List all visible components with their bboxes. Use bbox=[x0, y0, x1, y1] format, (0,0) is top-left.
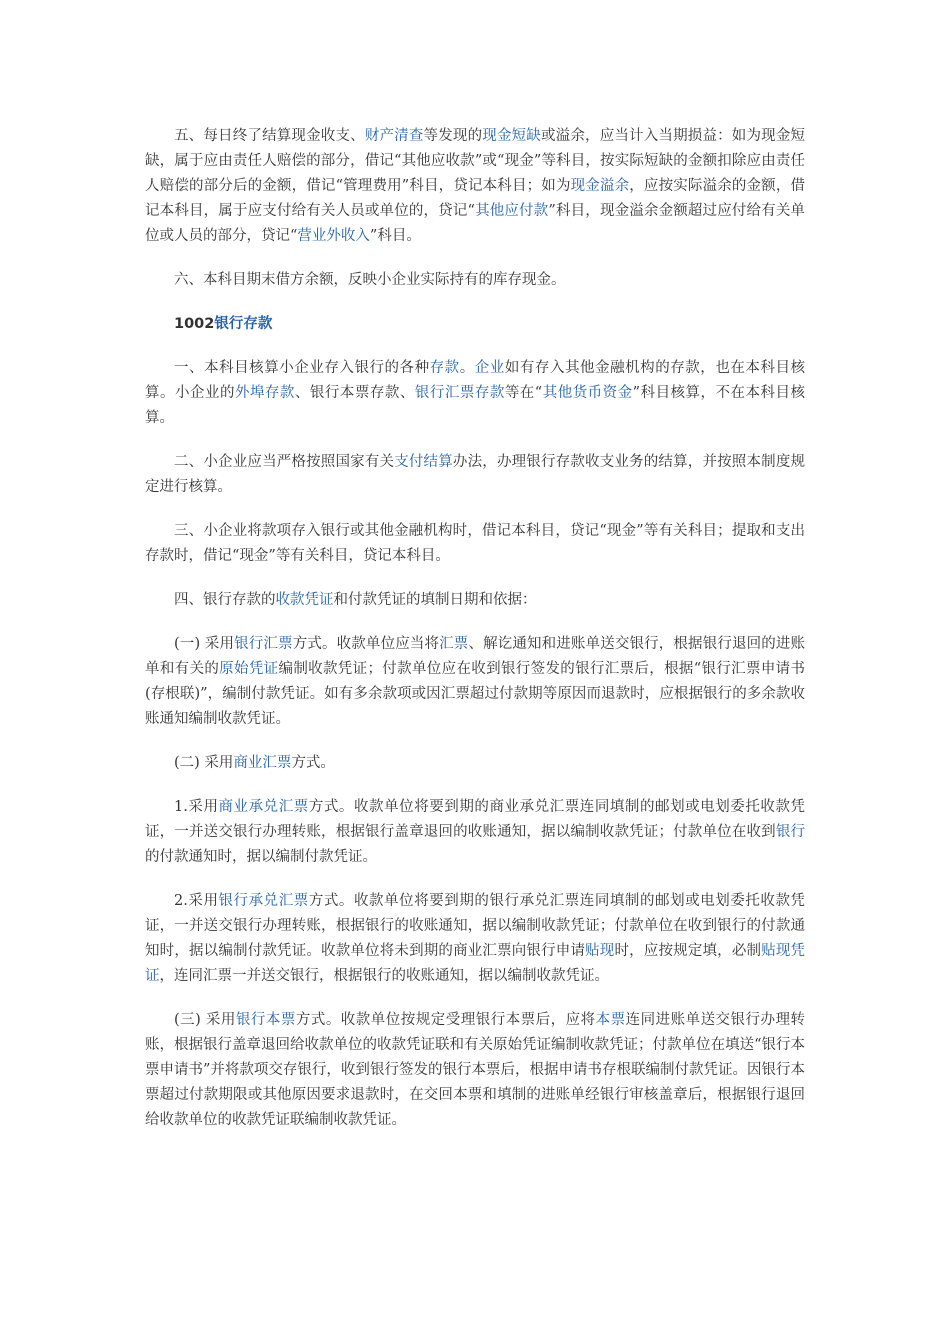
paragraph bbox=[145, 889, 805, 989]
term-link[interactable]: 商业汇票 bbox=[233, 755, 292, 771]
text-segment: ，应按实际溢余的金额，借记本科目，属于应支付给有关人员或单位的，贷记“ bbox=[145, 178, 806, 219]
text-segment: 五、每日终了结算现金收支、 bbox=[174, 128, 365, 144]
term-link[interactable]: 其他应付款 bbox=[474, 203, 549, 219]
text-segment: 时，应按规定填，必制 bbox=[614, 943, 762, 959]
term-link[interactable]: 存款 bbox=[429, 360, 460, 376]
text-segment: 四、银行存款的 bbox=[174, 592, 276, 608]
text-segment: 方式。收款单位将要到期的商业承兑汇票连同填制的邮划或电划委托收款凭证，一并送交银行办理转账，根据银行盖章退回的收账通知，据以编制收款凭证；付款单位在收到 bbox=[145, 799, 806, 840]
paragraph bbox=[145, 519, 805, 569]
term-link[interactable]: 银行本票 bbox=[235, 1012, 296, 1028]
term-link[interactable]: 银行 bbox=[775, 824, 805, 840]
paragraph bbox=[145, 751, 805, 776]
paragraph bbox=[145, 1008, 805, 1133]
text-segment: 1.采用 bbox=[174, 799, 219, 815]
text-segment: 方式。收款单位将要到期的银行承兑汇票连同填制的邮划或电划委托收款凭证，一并送交银行办理转账，根据银行的收账通知，据以编制收款凭证；付款单位在收到银行的付款通知时，据以编制付款凭证。收款单位将未到期的商业汇票向银行申请 bbox=[145, 893, 806, 959]
paragraph bbox=[145, 124, 805, 249]
text-segment: ”科目。 bbox=[369, 228, 421, 244]
paragraph bbox=[145, 588, 805, 613]
text-segment: 三、小企业将款项存入银行或其他金融机构时，借记本科目，贷记“现金”等有关科目；提取和支出存款时，借记“现金”等有关科目，贷记本科目。 bbox=[145, 523, 805, 564]
term-link[interactable]: 银行汇票 bbox=[234, 636, 293, 652]
text-segment: ”科目，现金溢余金额超过应付给有关单位或人员的部分，贷记“ bbox=[145, 203, 806, 244]
text-segment: ，连同汇票一并送交银行，根据银行的收账通知，据以编制收款凭证。 bbox=[159, 968, 609, 984]
paragraph bbox=[145, 450, 805, 500]
term-link[interactable]: 本票 bbox=[595, 1012, 626, 1028]
text-segment: 如有存入其他金融机构的存款，也在本科目核算。小企业的 bbox=[145, 360, 806, 401]
term-link[interactable]: 现金溢余 bbox=[570, 178, 630, 194]
term-link[interactable]: 外埠存款 bbox=[234, 385, 295, 401]
paragraph bbox=[145, 356, 805, 431]
text-segment: (二) 采用 bbox=[174, 755, 234, 771]
text-segment: 编制收款凭证；付款单位应在收到银行签发的银行汇票后，根据“银行汇票申请书(存根联)”，编制付款凭证。如有多余款项或因汇票超过付款期等原因而退款时，应根据银行的多余款收账通知编制收款凭证。 bbox=[145, 661, 805, 727]
term-link[interactable]: 商业承兑汇票 bbox=[218, 799, 309, 815]
term-link[interactable]: 营业外收入 bbox=[297, 228, 370, 244]
term-link[interactable]: 贴现 bbox=[585, 943, 615, 959]
text-segment: ”科目核算，不在本科目核算。 bbox=[145, 385, 805, 426]
text-segment: 二、小企业应当严格按照国家有关 bbox=[174, 454, 395, 470]
text-segment: 和付款凭证的填制日期和依据： bbox=[333, 592, 537, 608]
text-segment: 办法，办理银行存款收支业务的结算，并按照本制度规定进行核算。 bbox=[145, 454, 806, 495]
text-segment: 的付款通知时，据以编制付款凭证。 bbox=[145, 849, 377, 865]
text-segment: 一、本科目核算小企业存入银行的各种 bbox=[174, 360, 430, 376]
section-heading bbox=[145, 312, 805, 337]
term-link[interactable]: 银行承兑汇票 bbox=[218, 893, 309, 909]
term-link[interactable]: 银行存款 bbox=[214, 316, 273, 332]
term-link[interactable]: 收款凭证 bbox=[275, 592, 334, 608]
paragraph bbox=[145, 632, 805, 732]
text-segment: 方式。收款单位按规定受理银行本票后，应将 bbox=[295, 1012, 596, 1028]
text-segment: 2.采用 bbox=[174, 893, 219, 909]
text-segment: 、解讫通知和进账单送交银行，根据银行退回的进账单和有关的 bbox=[145, 636, 806, 677]
text-segment: 六、本科目期末借方余额，反映小企业实际持有的库存现金。 bbox=[174, 272, 566, 288]
term-link[interactable]: 贴现凭证 bbox=[145, 943, 806, 984]
term-link[interactable]: 支付结算 bbox=[394, 454, 453, 470]
term-link[interactable]: 其他货币资金 bbox=[542, 385, 633, 401]
paragraph bbox=[145, 268, 805, 293]
text-segment: (一) 采用 bbox=[174, 636, 235, 652]
text-segment: 等发现的 bbox=[423, 128, 483, 144]
text-segment: 1002 bbox=[174, 316, 215, 332]
text-segment: 。 bbox=[459, 360, 475, 376]
term-link[interactable]: 财产清查 bbox=[364, 128, 424, 144]
term-link[interactable]: 原始凭证 bbox=[219, 661, 279, 677]
text-segment: 或溢余，应当计入当期损益：如为现金短缺，属于应由责任人赔偿的部分，借记“其他应收款”或“现金”等科目，按实际短缺的金额扣除应由责任人赔偿的部分后的金额，借记“管理费用”科目，贷记本科目；如为 bbox=[145, 128, 806, 194]
text-segment: 、银行本票存款、 bbox=[294, 385, 415, 401]
paragraph bbox=[145, 795, 805, 870]
term-link[interactable]: 现金短缺 bbox=[482, 128, 541, 144]
text-segment: 连同进账单送交银行办理转账，根据银行盖章退回给收款单位的收款凭证联和有关原始凭证编制收款凭证；付款单位在填送“银行本票申请书”并将款项交存银行，收到银行签发的银行本票后，根据申请书存根联编制付款凭证。因银行本票超过付款期限或其他原因要求退款时，在交回本票和填制的进账单经银行审核盖章后，根据银行退回给收款单位的收款凭证联编制收款凭证。 bbox=[145, 1012, 806, 1128]
term-link[interactable]: 企业 bbox=[474, 360, 505, 376]
text-segment: 方式。 bbox=[291, 755, 335, 771]
text-segment: (三) 采用 bbox=[174, 1012, 236, 1028]
text-segment: 等在“ bbox=[504, 385, 543, 401]
term-link[interactable]: 银行汇票存款 bbox=[414, 385, 505, 401]
text-segment: 方式。收款单位应当将 bbox=[292, 636, 440, 652]
term-link[interactable]: 汇票 bbox=[439, 636, 469, 652]
document-body bbox=[145, 124, 805, 1152]
